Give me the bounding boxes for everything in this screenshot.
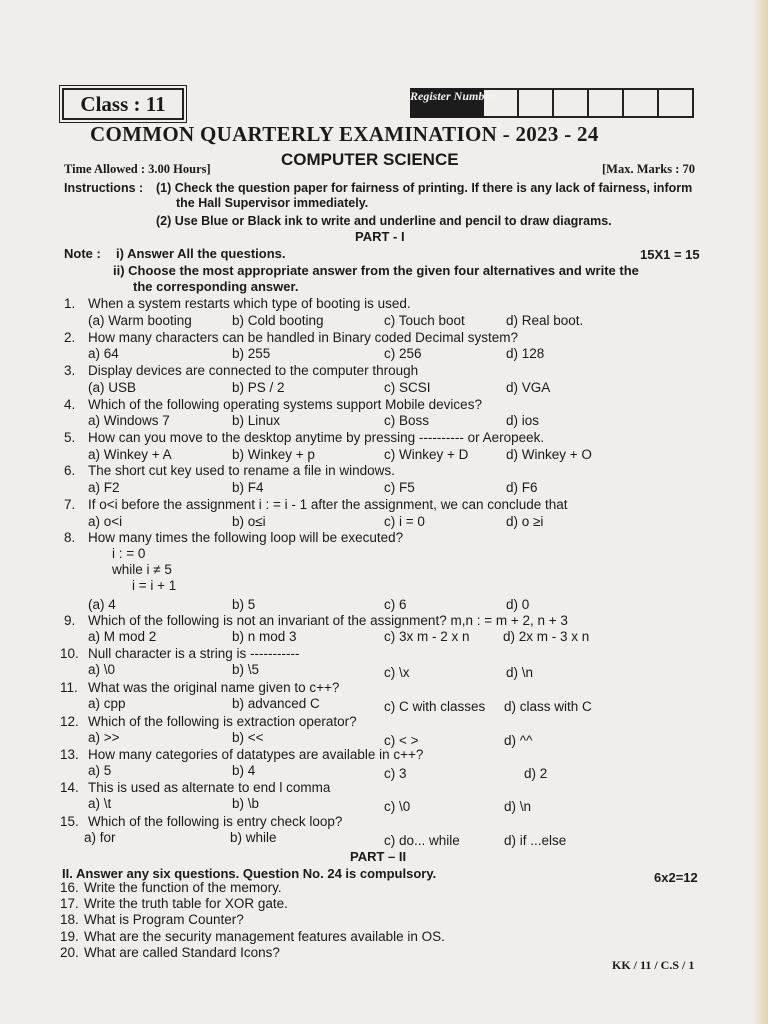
option-d: d) ^^ [504, 733, 533, 748]
option-a: a) F2 [88, 480, 120, 495]
question-number: 3. [64, 363, 76, 378]
instruction-1: (1) Check the question paper for fairness of printing. If there is any lack of fairness, inform [156, 181, 693, 195]
question-number: 10. [60, 646, 79, 661]
option-b: b) Linux [232, 413, 281, 428]
code-line: while i ≠ 5 [112, 562, 172, 577]
question-number: 2. [64, 330, 76, 345]
register-cell [624, 88, 659, 118]
option-c: c) F5 [384, 480, 415, 495]
register-number-box [410, 88, 694, 118]
option-a: a) for [84, 830, 116, 845]
option-d: d) ios [506, 413, 540, 428]
option-c: c) Winkey + D [384, 447, 469, 462]
subject-title: COMPUTER SCIENCE [281, 150, 459, 169]
option-c: c) do... while [384, 833, 460, 848]
question-number: 11. [60, 680, 78, 695]
option-c: c) Touch boot [384, 313, 465, 328]
question-text: How many times the following loop will be executed? [88, 530, 404, 545]
question-number: 4. [64, 397, 76, 412]
option-a: a) \t [88, 796, 112, 811]
option-a: (a) USB [88, 380, 137, 395]
option-a: a) Windows 7 [88, 413, 170, 428]
question-text: Null character is a string is ----------- [88, 646, 300, 661]
question-number: 1. [64, 296, 76, 311]
option-b: b) 255 [232, 346, 271, 361]
question-text: Display devices are connected to the computer through [88, 363, 419, 378]
option-a: a) Winkey + A [88, 447, 172, 462]
option-b: b) 4 [232, 763, 256, 778]
question-number: 18. [60, 912, 79, 927]
note-2-cont: the corresponding answer. [133, 279, 299, 294]
question-number: 13. [60, 747, 79, 762]
option-d: d) 2x m - 3 x n [503, 629, 590, 644]
part-1-marks: 15X1 = 15 [640, 247, 700, 262]
question-text: Which of the following is extraction operator? [88, 714, 357, 729]
option-a: a) M mod 2 [88, 629, 157, 644]
option-a: a) \0 [88, 662, 116, 677]
option-d: d) 2 [524, 766, 548, 781]
option-b: b) while [230, 830, 277, 845]
option-a: a) 64 [88, 346, 119, 361]
question-text: How many characters can be handled in Binary coded Decimal system? [88, 330, 518, 345]
question-text: What was the original name given to c++? [88, 680, 340, 695]
code-line: i : = 0 [112, 546, 146, 561]
question-number: 15. [60, 814, 79, 829]
register-cell [589, 88, 624, 118]
option-d: d) 128 [506, 346, 545, 361]
option-d: d) if ...else [504, 833, 567, 848]
option-d: d) class with C [504, 699, 592, 714]
option-c: c) 256 [384, 346, 422, 361]
register-cell [554, 88, 589, 118]
note-1: i) Answer All the questions. [116, 246, 286, 261]
question-number: 12. [60, 714, 79, 729]
question-text: The short cut key used to rename a file in windows. [88, 463, 395, 478]
register-number-label: Register Number [410, 88, 484, 118]
question-number: 9. [64, 613, 76, 628]
question-number: 7. [64, 497, 76, 512]
option-b: b) PS / 2 [232, 380, 285, 395]
option-a: (a) Warm booting [88, 313, 192, 328]
max-marks: [Max. Marks : 70 [602, 162, 696, 176]
question-text: Write the truth table for XOR gate. [84, 896, 288, 911]
question-text: What is Program Counter? [84, 912, 244, 927]
question-number: 14. [60, 780, 79, 795]
question-text: How many categories of datatypes are available in c++? [88, 747, 424, 762]
option-d: d) Winkey + O [506, 447, 592, 462]
instruction-1-cont: the Hall Supervisor immediately. [176, 196, 369, 210]
option-b: b) advanced C [232, 696, 320, 711]
part-2-instruction: II. Answer any six questions. Question No. 24 is compulsory. [62, 866, 437, 881]
option-d: d) o ≥i [506, 514, 544, 529]
register-cell [519, 88, 554, 118]
register-cell [659, 88, 694, 118]
option-a: a) >> [88, 730, 120, 745]
question-text: If o<i before the assignment i : = i - 1 after the assignment, we can conclude that [88, 497, 568, 512]
part-2-marks: 6x2=12 [654, 870, 698, 885]
instructions-label: Instructions : [64, 181, 144, 195]
option-d: d) Real boot. [506, 313, 584, 328]
option-c: c) C with classes [384, 699, 486, 714]
question-number: 19. [60, 929, 79, 944]
option-a: (a) 4 [88, 597, 116, 612]
option-c: c) 3 [384, 766, 407, 781]
option-b: b) \b [232, 796, 260, 811]
paper-code: KK / 11 / C.S / 1 [612, 958, 695, 972]
question-number: 5. [64, 430, 76, 445]
register-cell [484, 88, 519, 118]
option-c: c) i = 0 [384, 514, 425, 529]
option-c: c) \x [384, 665, 410, 680]
option-d: d) \n [506, 665, 534, 680]
part-1-title: PART - I [355, 229, 405, 244]
class-label: Class : 11 [62, 88, 184, 120]
option-d: d) \n [504, 799, 532, 814]
option-b: b) n mod 3 [232, 629, 297, 644]
question-text: Write the function of the memory. [84, 880, 282, 895]
question-text: This is used as alternate to end l comma [88, 780, 331, 795]
question-text: How can you move to the desktop anytime by pressing ---------- or Aeropeek. [88, 430, 545, 445]
option-b: b) Winkey + p [232, 447, 315, 462]
question-number: 6. [64, 463, 76, 478]
option-c: c) \0 [384, 799, 411, 814]
option-b: b) Cold booting [232, 313, 324, 328]
exam-title: COMMON QUARTERLY EXAMINATION - 2023 - 24 [90, 122, 599, 146]
option-c: c) SCSI [384, 380, 431, 395]
question-text: What are the security management features available in OS. [84, 929, 445, 944]
option-c: c) Boss [384, 413, 430, 428]
option-d: d) F6 [506, 480, 538, 495]
option-b: b) 5 [232, 597, 256, 612]
option-d: d) VGA [506, 380, 551, 395]
question-number: 8. [64, 530, 76, 545]
note-label: Note : [64, 246, 101, 261]
question-text: Which of the following operating systems support Mobile devices? [88, 397, 482, 412]
code-line: i = i + 1 [132, 578, 177, 593]
page-edge-shadow [752, 0, 768, 1024]
question-number: 16. [60, 880, 79, 895]
option-b: b) o≤i [232, 514, 266, 529]
option-a: a) cpp [88, 696, 126, 711]
note-2: ii) Choose the most appropriate answer from the given four alternatives and write the [113, 263, 639, 278]
time-allowed: Time Allowed : 3.00 Hours] [64, 162, 211, 176]
option-b: b) \5 [232, 662, 260, 677]
instruction-2: (2) Use Blue or Black ink to write and underline and pencil to draw diagrams. [156, 214, 612, 228]
option-b: b) F4 [232, 480, 264, 495]
option-c: c) < > [384, 733, 419, 748]
option-a: a) 5 [88, 763, 112, 778]
question-text: What are called Standard Icons? [84, 945, 280, 960]
question-number: 20. [60, 945, 79, 960]
option-d: d) 0 [506, 597, 530, 612]
part-2-title: PART – II [350, 849, 407, 864]
question-text: When a system restarts which type of booting is used. [88, 296, 411, 311]
option-b: b) << [232, 730, 264, 745]
option-a: a) o<i [88, 514, 123, 529]
question-text: Which of the following is entry check loop? [88, 814, 343, 829]
option-c: c) 3x m - 2 x n [384, 629, 470, 644]
question-text: Which of the following is not an invariant of the assignment? m,n : = m + 2, n + 3 [88, 613, 568, 628]
question-number: 17. [60, 896, 79, 911]
option-c: c) 6 [384, 597, 407, 612]
